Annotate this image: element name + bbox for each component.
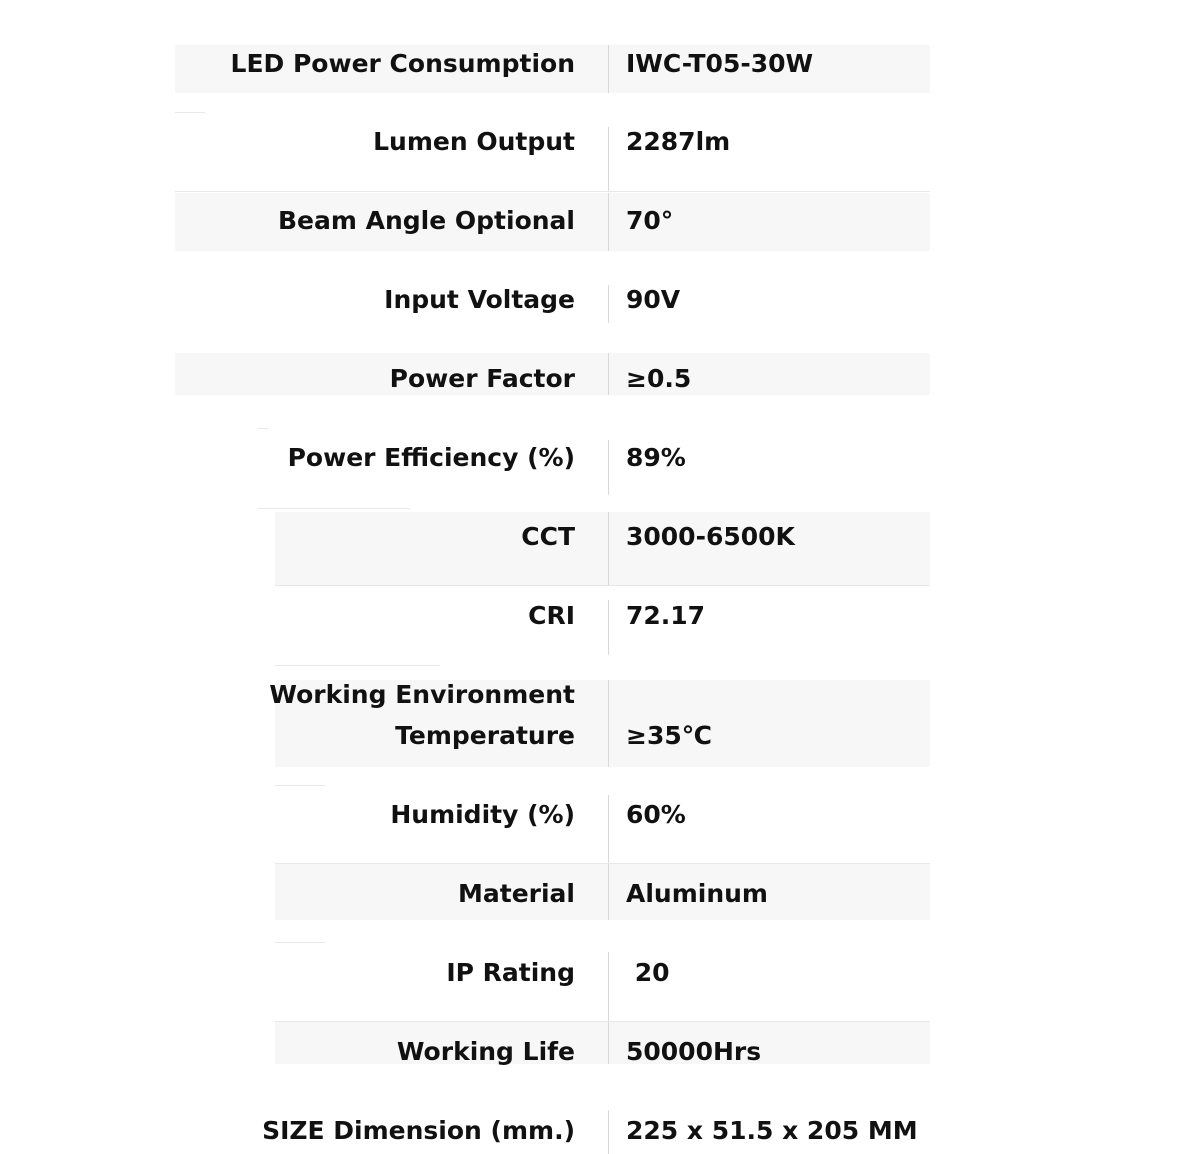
column-divider [608,285,609,323]
column-divider [608,1110,609,1154]
row-rule [275,942,325,943]
row-rule [258,428,268,429]
column-divider [608,353,609,395]
spec-value: 60% [626,800,686,829]
spec-value: 70° [626,206,674,235]
column-divider [608,45,609,93]
spec-value: 20 [626,958,670,987]
column-divider [608,680,609,767]
spec-label: SIZE Dimension (mm.) [262,1116,575,1145]
row-rule [275,665,440,666]
spec-value: 89% [626,443,686,472]
spec-value: 50000Hrs [626,1037,762,1066]
spec-label: Input Voltage [384,285,575,314]
spec-label: Material [458,879,575,908]
spec-label: Power Factor [389,364,575,393]
spec-value: 72.17 [626,601,706,630]
spec-label: Working Environment [269,680,575,709]
column-divider [608,600,609,655]
row-rule [175,112,205,113]
spec-label: Power Efficiency (%) [287,443,575,472]
column-divider [608,952,609,1021]
spec-value: ≥35℃ [626,721,713,750]
spec-label: IP Rating [446,958,575,987]
spec-value: ≥0.5 [626,364,692,393]
spec-label: LED Power Consumption [230,49,575,78]
spec-value: 90V [626,285,681,314]
spec-label: Lumen Output [373,127,575,156]
spec-value: 225 x 51.5 x 205 MM [626,1116,918,1145]
column-divider [608,1022,609,1064]
row-rule [275,863,930,864]
spec-label: CRI [528,601,575,630]
column-divider [608,127,609,191]
row-rule [275,1021,930,1022]
spec-value: Aluminum [626,879,768,908]
row-rule [275,585,930,586]
spec-value: 3000-6500K [626,522,795,551]
spec-label: Beam Angle Optional [278,206,575,235]
column-divider [608,512,609,585]
column-divider [608,795,609,863]
column-divider [608,193,609,251]
spec-label: Humidity (%) [390,800,575,829]
row-rule [275,785,325,786]
row-rule [175,191,930,192]
column-divider [608,440,609,495]
spec-value: IWC-T05-30W [626,49,814,78]
spec-value: 2287lm [626,127,731,156]
spec-label: CCT [521,522,575,551]
spec-label-line2: Temperature [395,721,575,750]
column-divider [608,864,609,920]
row-rule [258,508,410,509]
spec-label: Working Life [396,1037,575,1066]
